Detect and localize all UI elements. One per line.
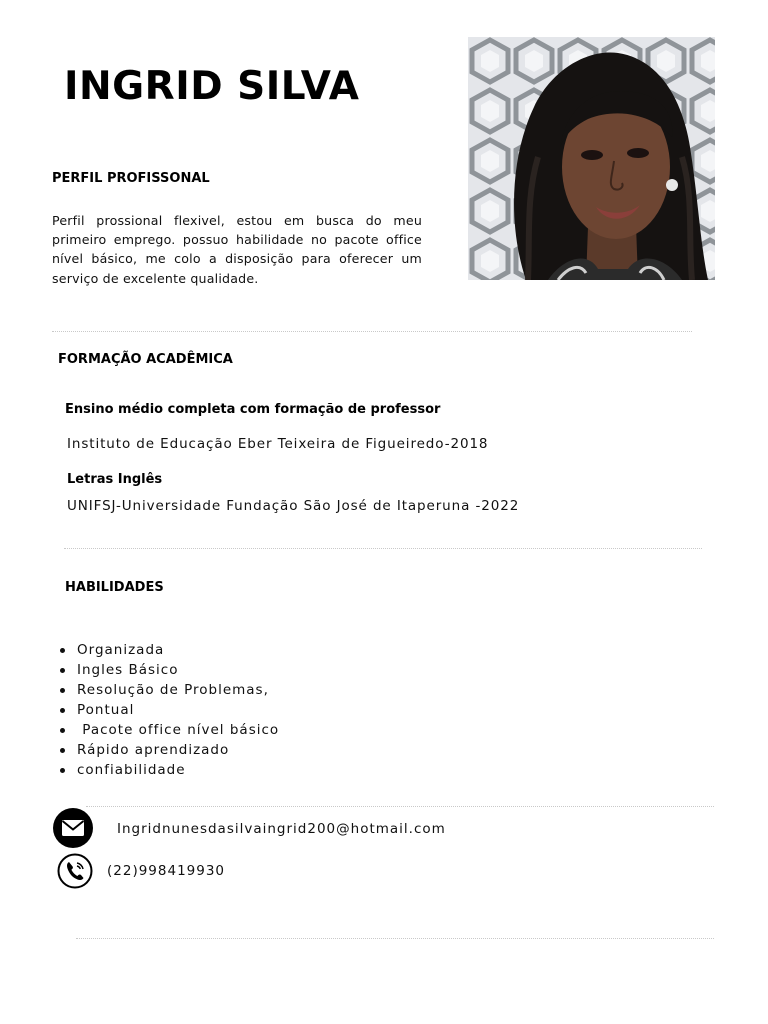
list-item bbox=[58, 680, 279, 700]
list-item bbox=[58, 740, 279, 760]
list-item bbox=[58, 700, 279, 720]
skill-label: Pontual bbox=[77, 702, 135, 718]
divider-4 bbox=[76, 938, 714, 939]
envelope-icon bbox=[52, 807, 94, 849]
education-entry bbox=[65, 402, 440, 417]
bullet-icon bbox=[60, 748, 65, 753]
divider-3 bbox=[86, 806, 714, 807]
list-item bbox=[58, 640, 279, 660]
list-item bbox=[58, 660, 279, 680]
candidate-name: INGRID SILVA bbox=[64, 64, 360, 109]
skill-label: Ingles Básico bbox=[77, 662, 179, 678]
bullet-icon bbox=[60, 688, 65, 693]
profile-section-title: PERFIL PROFISSONAL bbox=[52, 171, 210, 186]
list-item bbox=[58, 760, 279, 780]
profile-text: Perfil prossional flexivel, estou em busca do meu primeiro emprego. possuo habilidade no pacote office nível básico, me colo a disposição para oferecer um serviço de excelente qualidade. bbox=[52, 213, 422, 286]
bullet-icon bbox=[60, 708, 65, 713]
skills-section-title: HABILIDADES bbox=[65, 580, 164, 595]
education-institution: Instituto de Educação Eber Teixeira de Figueiredo-2018 bbox=[67, 436, 489, 452]
education-course: Ensino médio completa com formação de professor bbox=[65, 402, 441, 417]
skill-label: Pacote office nível básico bbox=[77, 722, 280, 738]
list-item bbox=[58, 720, 279, 740]
email-link[interactable]: Ingridnunesdasilvaingrid200@hotmail.com bbox=[117, 821, 446, 837]
skill-label: confiabilidade bbox=[77, 762, 186, 778]
skill-label: Rápido aprendizado bbox=[77, 742, 230, 758]
bullet-icon bbox=[60, 768, 65, 773]
bullet-icon bbox=[60, 648, 65, 653]
skills-list bbox=[58, 640, 279, 780]
education-entry bbox=[67, 472, 162, 487]
education-course: Letras Inglês bbox=[67, 472, 163, 487]
skill-label: Organizada bbox=[77, 642, 165, 658]
bullet-icon bbox=[60, 668, 65, 673]
portrait-photo bbox=[468, 37, 715, 280]
phone-link[interactable]: (22)998419930 bbox=[107, 863, 226, 879]
divider-2 bbox=[64, 548, 702, 549]
education-section-title: FORMAÇÃO ACADÊMICA bbox=[58, 352, 233, 367]
education-institution: UNIFSJ-Universidade Fundação São José de Itaperuna -2022 bbox=[67, 498, 520, 514]
bullet-icon bbox=[60, 728, 65, 733]
education-entry bbox=[67, 436, 488, 452]
divider-1 bbox=[52, 331, 692, 332]
phone-icon bbox=[57, 853, 93, 889]
education-entry bbox=[67, 498, 519, 514]
skill-label: Resolução de Problemas, bbox=[77, 682, 269, 698]
